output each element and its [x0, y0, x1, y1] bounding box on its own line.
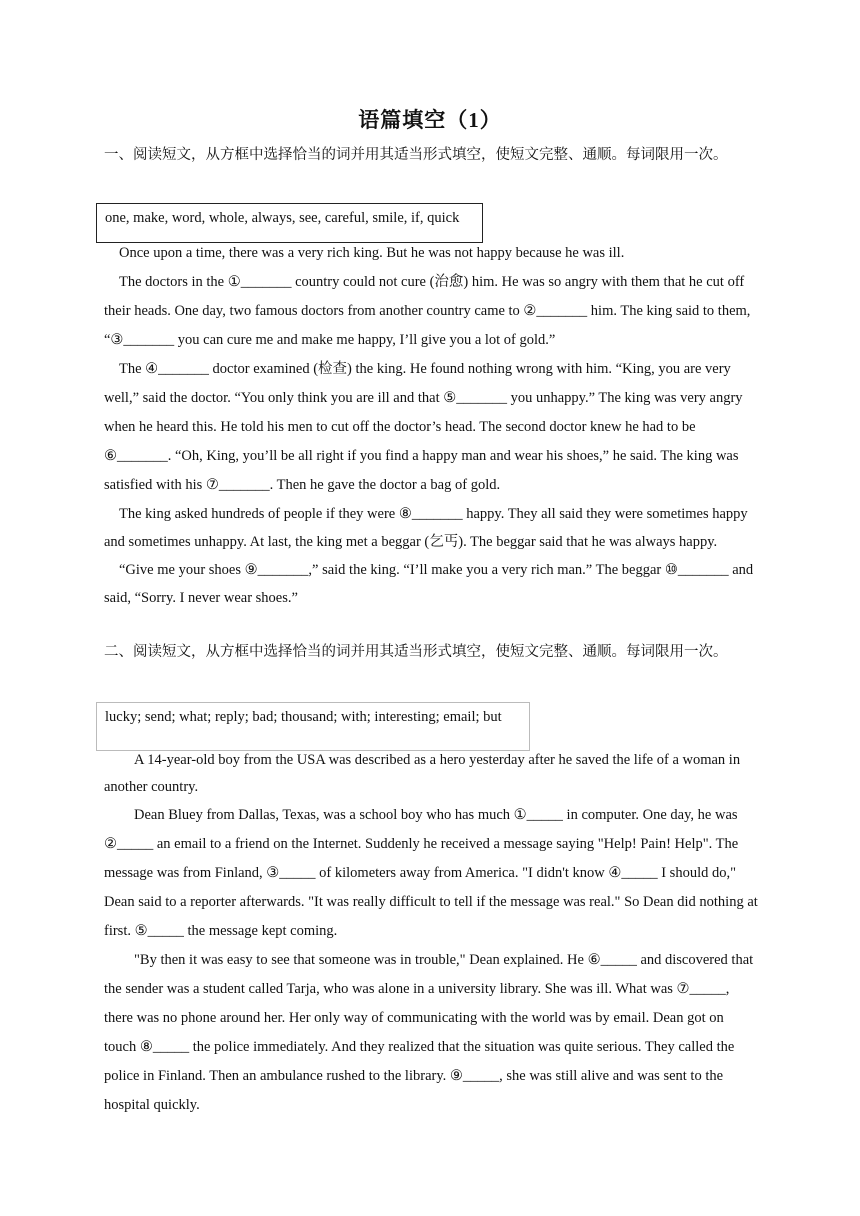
section2-paragraph: "By then it was easy to see that someone was in trouble," Dean explained. He ⑥_____ and discovered that the sender was a student called Tarja, who was alone in a university library. She was ill. What was ⑦_____, there was no phone around her. Her only way of communicating with the world was by email. Dean got on touch ⑧_____ the police immediately. And they realized that the situation was quite serious. They called the police in Finland. Then an ambulance rushed to the library. ⑨_____, she was still alive and was sent to the hospital quickly.: [104, 952, 754, 1113]
section1-paragraph: The doctors in the ①_______ country could not cure (治愈) him. He was so angry with them that he cut off their heads. One day, two famous doctors from another country came to ②_______ him. The king said to them, “③_______ you can cure me and make me happy, I’ll give you a lot of gold.”: [104, 274, 751, 348]
section1-paragraph: The ④_______ doctor examined (检查) the king. He found nothing wrong with him. “King, you are very well,” said the doctor. “You only think you are ill and that ⑤_______ you unhappy.” The king was very angry when he heard this. He told his men to cut off the doctor’s head. The second doctor knew he had to be ⑥_______. “Oh, King, you’ll be all right if you find a happy man and wear his shoes,” he said. The king was satisfied with his ⑦_______. Then he gave the doctor a bag of gold.: [104, 361, 743, 493]
section1-instruction: 一、阅读短文，从方框中选择恰当的词并用其适当形式填空，使短文完整、通顺。每词限用一次。: [104, 147, 728, 163]
section2-word-box: lucky; send; what; reply; bad; thousand; with; interesting; email; but: [96, 702, 530, 751]
section1-word-box: one, make, word, whole, always, see, careful, smile, if, quick: [96, 203, 483, 243]
section1-paragraph: Once upon a time, there was a very rich king. But he was not happy because he was ill.: [119, 245, 625, 261]
section2-paragraph: Dean Bluey from Dallas, Texas, was a school boy who has much ①_____ in computer. One day, he was ②_____ an email to a friend on the Internet. Suddenly he received a message saying "Help! Pain! Help". The message was from Finland, ③_____ of kilometers away from America. "I didn't know ④_____ I should do," Dean said to a reporter afterwards. "It was really difficult to tell if the message was real." So Dean did nothing at first. ⑤_____ the message kept coming.: [104, 807, 758, 939]
section2-instruction: 二、阅读短文，从方框中选择恰当的词并用其适当形式填空，使短文完整、通顺。每词限用一次。: [104, 644, 728, 660]
section2-passage: [104, 747, 758, 1120]
section2-paragraph: A 14-year-old boy from the USA was described as a hero yesterday after he saved the life of a woman in another country.: [104, 752, 741, 795]
page-title: 语篇填空（1）: [358, 108, 502, 132]
section1-passage: [104, 239, 758, 612]
section1-paragraph: “Give me your shoes ⑨_______,” said the king. “I’ll make you a very rich man.” The beggar ⑩_______ and said, “Sorry. I never wear shoes.”: [104, 562, 754, 606]
section1-paragraph: The king asked hundreds of people if they were ⑧_______ happy. They all said they were sometimes happy and sometimes unhappy. At last, the king met a beggar (乞丐). The beggar said that he was always happy.: [104, 506, 748, 550]
